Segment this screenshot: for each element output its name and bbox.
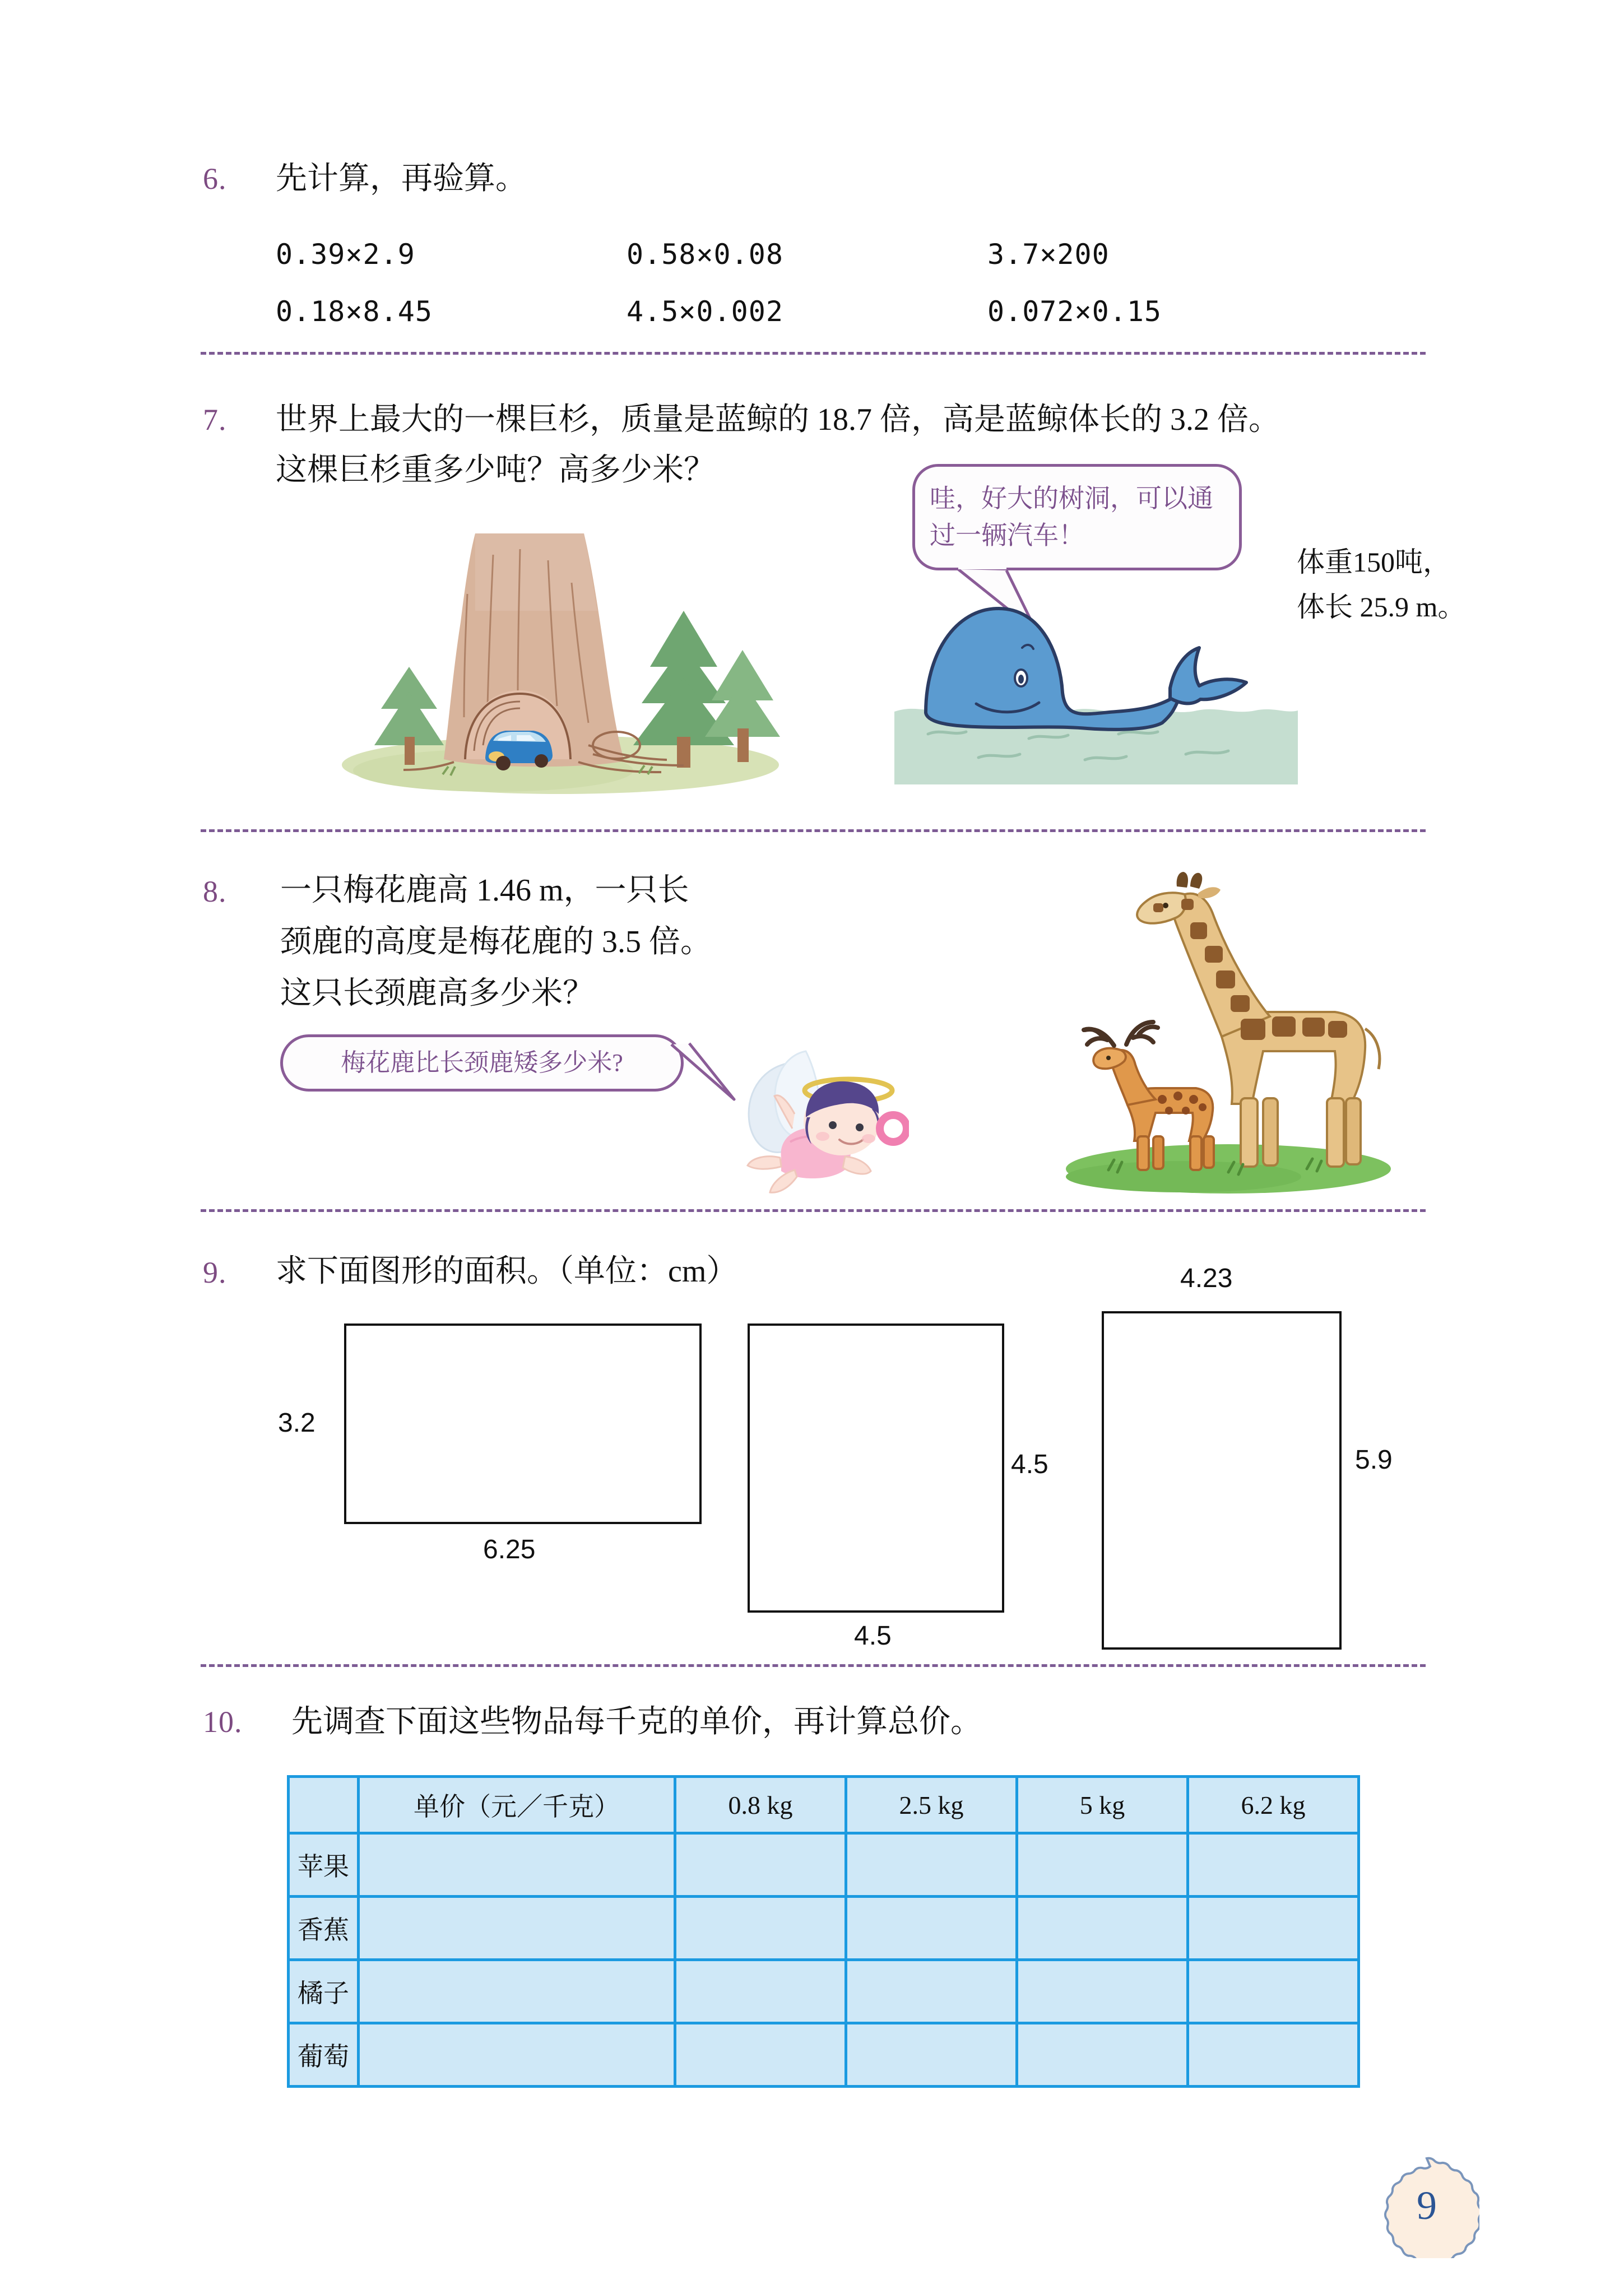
- figure-1-height-label: 3.2: [278, 1408, 315, 1438]
- cell-orange-unit-price[interactable]: [359, 1960, 675, 2023]
- cell-banana-0-8kg[interactable]: [675, 1897, 846, 1960]
- table-header-row: [289, 1777, 1359, 1833]
- blue-whale-illustration: [894, 594, 1298, 801]
- figure-2-rectangle: [748, 1324, 1004, 1613]
- problem-7-line-1: 世界上最大的一棵巨杉，质量是蓝鲸的 18.7 倍，高是蓝鲸体长的 3.2 倍。: [276, 402, 1280, 437]
- cell-banana-unit-price[interactable]: [359, 1897, 675, 1960]
- divider-2: [201, 829, 1426, 832]
- expression-3: 3.7×200: [987, 238, 1110, 271]
- cell-apple-6-2kg[interactable]: [1188, 1833, 1359, 1897]
- row-label-orange: 橘子: [289, 1960, 359, 2023]
- expression-6: 0.072×0.15: [987, 295, 1162, 328]
- expression-5: 4.5×0.002: [627, 295, 783, 328]
- giraffe-and-deer-illustration: [1043, 852, 1391, 1199]
- problem-7-line-2: 这棵巨杉重多少吨？高多少米？: [276, 453, 715, 487]
- cell-banana-2-5kg[interactable]: [846, 1897, 1017, 1960]
- figure-1-rectangle: [344, 1324, 702, 1524]
- figure-3-height-label: 5.9: [1355, 1445, 1393, 1475]
- problem-8-number: 8.: [203, 875, 227, 908]
- cell-grape-0-8kg[interactable]: [675, 2023, 846, 2087]
- header-cell-5kg: 5 kg: [1017, 1777, 1188, 1833]
- page-number-text: 9: [1417, 2182, 1437, 2228]
- problem-10-number: 10.: [203, 1705, 243, 1739]
- deer-speech-bubble-text: 梅花鹿比长颈鹿矮多少米?: [341, 1049, 623, 1076]
- cell-apple-0-8kg[interactable]: [675, 1833, 846, 1897]
- header-cell-6-2kg: 6.2 kg: [1188, 1777, 1359, 1833]
- whale-caption-line-1: 体重150吨，: [1297, 546, 1451, 578]
- row-label-banana: 香蕉: [289, 1897, 359, 1960]
- table-row: [289, 1833, 1359, 1897]
- figure-3-rectangle: [1102, 1311, 1342, 1650]
- problem-9-number: 9.: [203, 1256, 227, 1289]
- cell-orange-6-2kg[interactable]: [1188, 1960, 1359, 2023]
- price-table: [287, 1775, 1360, 2088]
- cell-grape-5kg[interactable]: [1017, 2023, 1188, 2087]
- cell-grape-unit-price[interactable]: [359, 2023, 675, 2087]
- problem-8-line-1: 一只梅花鹿高 1.46 m，一只长: [280, 873, 689, 908]
- cell-apple-2-5kg[interactable]: [846, 1833, 1017, 1897]
- divider-3: [201, 1209, 1426, 1212]
- cell-orange-0-8kg[interactable]: [675, 1960, 846, 2023]
- page-number-badge: [1374, 2153, 1479, 2258]
- header-cell-unit-price: 单价（元／千克）: [359, 1777, 675, 1833]
- deer-speech-bubble: [280, 1034, 684, 1092]
- problem-9-prompt: 求下面图形的面积。（单位：cm）: [276, 1254, 738, 1289]
- cell-orange-2-5kg[interactable]: [846, 1960, 1017, 2023]
- figure-2-height-label: 4.5: [1011, 1450, 1048, 1479]
- tree-speech-bubble: [912, 464, 1242, 570]
- cell-apple-unit-price[interactable]: [359, 1833, 675, 1897]
- table-row: [289, 2023, 1359, 2087]
- table-row: [289, 1960, 1359, 2023]
- cell-banana-5kg[interactable]: [1017, 1897, 1188, 1960]
- divider-4: [201, 1664, 1426, 1667]
- problem-6-number: 6.: [203, 162, 227, 196]
- row-label-apple: 苹果: [289, 1833, 359, 1897]
- problem-8-line-2: 颈鹿的高度是梅花鹿的 3.5 倍。: [280, 925, 712, 959]
- figure-1-width-label: 6.25: [483, 1535, 536, 1564]
- expression-2: 0.58×0.08: [627, 238, 783, 271]
- problem-8-line-3: 这只长颈鹿高多少米？: [280, 976, 594, 1011]
- expression-1: 0.39×2.9: [276, 238, 415, 271]
- cell-grape-2-5kg[interactable]: [846, 2023, 1017, 2087]
- row-label-grape: 葡萄: [289, 2023, 359, 2087]
- whale-caption-line-2: 体长 25.9 m。: [1297, 591, 1466, 623]
- header-cell-0-8kg: 0.8 kg: [675, 1777, 846, 1833]
- figure-3-width-label: 4.23: [1180, 1264, 1233, 1293]
- tree-speech-bubble-text: 哇，好大的树洞，可以通过一辆汽车！: [930, 484, 1213, 550]
- cell-apple-5kg[interactable]: [1017, 1833, 1188, 1897]
- problem-7-number: 7.: [203, 403, 227, 436]
- giant-sequoia-illustration: [325, 482, 785, 796]
- figure-2-width-label: 4.5: [854, 1621, 892, 1651]
- header-cell-corner: [289, 1777, 359, 1833]
- table-row: [289, 1897, 1359, 1960]
- header-cell-2-5kg: 2.5 kg: [846, 1777, 1017, 1833]
- angel-fairy-illustration: [707, 1030, 909, 1215]
- divider-1: [201, 352, 1426, 355]
- cell-banana-6-2kg[interactable]: [1188, 1897, 1359, 1960]
- problem-10-prompt: 先调查下面这些物品每千克的单价，再计算总价。: [291, 1705, 982, 1739]
- cell-orange-5kg[interactable]: [1017, 1960, 1188, 2023]
- expression-4: 0.18×8.45: [276, 295, 433, 328]
- cell-grape-6-2kg[interactable]: [1188, 2023, 1359, 2087]
- problem-6-prompt: 先计算，再验算。: [276, 161, 527, 196]
